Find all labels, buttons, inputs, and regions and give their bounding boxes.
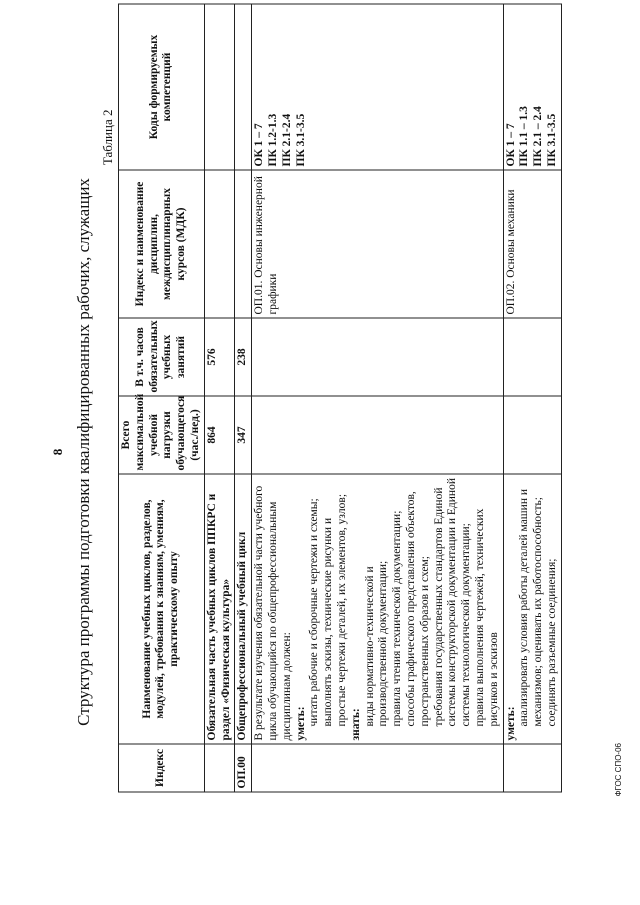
obligatory-name: Обязательная часть учебных циклов ППКРС и раздел «Физическая культура» (204, 474, 235, 744)
op01-skill: выполнять эскизы, технические рисунки и простые чертежи деталей, их элементов, узлов; (322, 493, 348, 727)
op02-discipline: ОП.02. Основы механики (503, 170, 561, 318)
op01-code: ОК 1 – 7 (253, 123, 266, 167)
table-row-op01 (252, 4, 503, 792)
op02-requirements (503, 474, 561, 744)
op01-knowledge: правила чтения технической документации; (391, 510, 404, 727)
op01-requirements (252, 474, 503, 744)
op01-code: ПК 1.2-1.3 (266, 113, 279, 167)
op02-umet: уметь: (504, 706, 517, 741)
op01-knowledge: способы графического представления объектов, пространственных образов и схем; (404, 491, 431, 727)
header-discipline: Индекс и наименование дисциплин, междисциплинарных курсов (МДК) (119, 170, 205, 318)
op01-knowledge: правила выполнения чертежей, технических рисунков и эскизов (473, 508, 500, 727)
structure-table (118, 4, 562, 793)
op02-skill: анализировать условия работы деталей машин и механизмов; оценивать их работоспособность; (518, 488, 545, 727)
op01-znat: знать: (349, 708, 362, 741)
header-index: Индекс (119, 744, 205, 792)
op01-knowledge: виды нормативно-технической и производственной документации; (363, 560, 390, 727)
header-codes: Коды формируемых компетенций (119, 4, 205, 170)
op01-codes (252, 4, 503, 170)
op01-knowledge: требования государственных стандартов Единой системы конструкторской документации и Единой системы технологической документации; (432, 478, 473, 727)
op02-code: ОК 1 – 7 (504, 123, 517, 167)
op02-codes (503, 4, 561, 170)
table-header-row (119, 4, 205, 792)
table-row-obligatory (204, 4, 235, 792)
footer-label: ФГОС СПО-06 (614, 743, 623, 797)
op01-intro: В результате изучения обязательной части учебного цикла обучающийся по общепрофессиональным дисциплинам должен: (253, 485, 293, 741)
op02-code: ПК 3.1-3.5 (545, 113, 558, 167)
table-label: Таблица 2 (100, 109, 115, 166)
table-row-op00 (235, 4, 252, 792)
op02-skill: соединять разъемные соединения; (545, 558, 558, 727)
op01-code: ПК 3.1-3.5 (294, 113, 307, 167)
op01-umet: уметь: (294, 706, 307, 741)
op02-code: ПК 1.1 – 1.3 (518, 106, 531, 167)
header-total: Всего максимальной учебной нагрузки обучающегося (час./нед.) (119, 396, 205, 474)
op01-discipline: ОП.01. Основы инженерной графики (252, 170, 503, 318)
obligatory-mandatory: 576 (204, 318, 235, 396)
op02-code: ПК 2.1 – 2.4 (532, 106, 545, 167)
obligatory-total: 864 (204, 396, 235, 474)
page-number: 8 (50, 448, 65, 456)
op00-total: 347 (235, 396, 252, 474)
op01-code: ПК 2.1-2.4 (280, 113, 293, 167)
header-name: Наименование учебных циклов, разделов, модулей, требования к знаниям, умениям, практическому опыту (119, 474, 205, 744)
op00-mandatory: 238 (235, 318, 252, 396)
op01-skill: читать рабочие и сборочные чертежи и схемы; (308, 498, 321, 727)
document-title: Структура программы подготовки квалифицированных рабочих, служащих (74, 178, 93, 726)
op00-index: ОП.00 (235, 744, 252, 792)
table-row-op02 (503, 4, 561, 792)
header-mandatory: В т.ч. часов обязательных учебных занятий (119, 318, 205, 396)
op00-name: Общепрофессиональный учебный цикл (235, 474, 252, 744)
